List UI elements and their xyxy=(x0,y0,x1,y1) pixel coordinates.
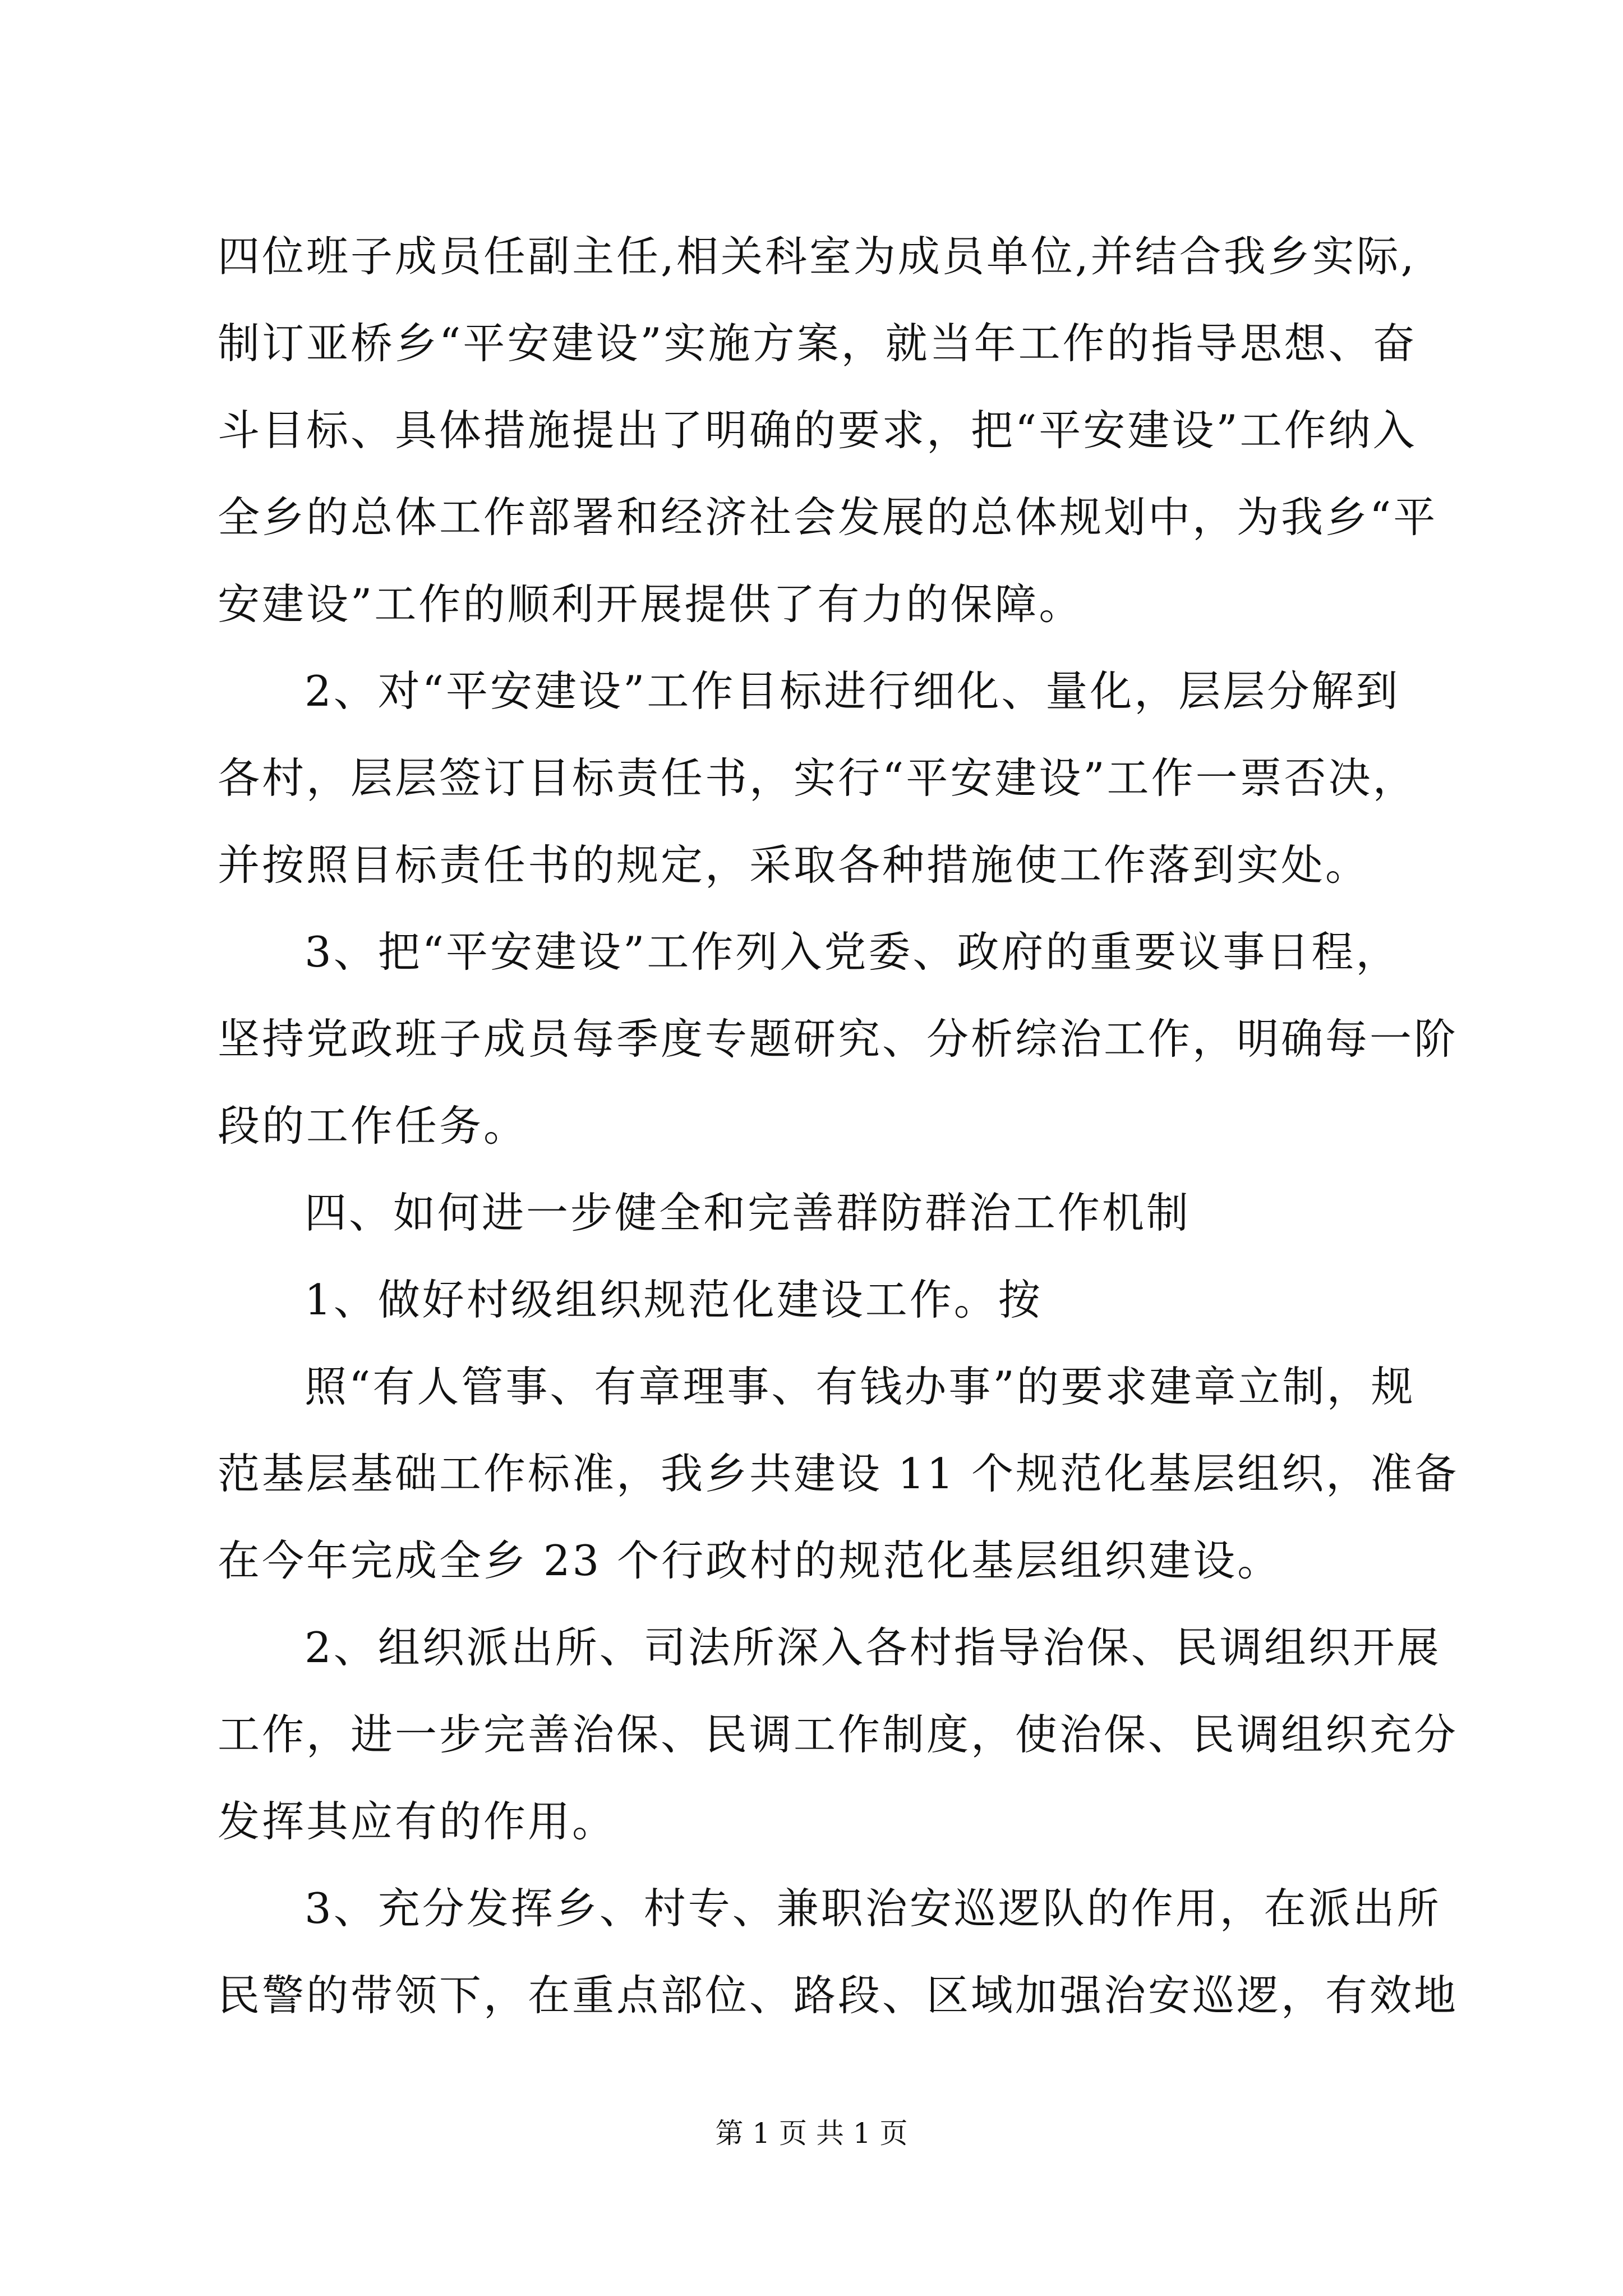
paragraph-first-line: 2、对“平安建设”工作目标进行细化、量化，层层分解到 xyxy=(305,666,1400,716)
text-line: 四位班子成员任副主任,相关科室为成员单位,并结合我乡实际, xyxy=(218,232,1417,281)
paragraph-first-line: 3、充分发挥乡、村专、兼职治安巡逻队的作用，在派出所 xyxy=(305,1884,1441,1933)
page-footer: 第 1 页 共 1 页 xyxy=(715,2117,908,2150)
text-line: 发挥其应有的作用。 xyxy=(218,1797,617,1846)
text-line: 民警的带领下，在重点部位、路段、区域加强治安巡逻，有效地 xyxy=(218,1971,1459,2020)
paragraph-first-line: 1、做好村级组织规范化建设工作。按 xyxy=(305,1275,1043,1324)
paragraph-first-line: 照“有人管事、有章理事、有钱办事”的要求建章立制，规 xyxy=(305,1362,1415,1411)
text-line: 安建设”工作的顺利开展提供了有力的保障。 xyxy=(218,579,1083,629)
paragraph-first-line: 2、组织派出所、司法所深入各村指导治保、民调组织开展 xyxy=(305,1623,1441,1672)
text-line: 范基层基础工作标准，我乡共建设 11 个规范化基层组织，准备 xyxy=(218,1449,1459,1498)
text-line: 全乡的总体工作部署和经济社会发展的总体规划中，为我乡“平 xyxy=(218,493,1438,542)
text-line: 坚持党政班子成员每季度专题研究、分析综治工作，明确每一阶 xyxy=(218,1014,1459,1064)
text-line: 各村，层层签订目标责任书，实行“平安建设”工作一票否决， xyxy=(218,753,1417,803)
text-line: 段的工作任务。 xyxy=(218,1101,528,1151)
section-heading: 四、如何进一步健全和完善群防群治工作机制 xyxy=(305,1188,1191,1237)
text-line: 并按照目标责任书的规定，采取各种措施使工作落到实处。 xyxy=(218,840,1370,890)
text-line: 工作，进一步完善治保、民调工作制度，使治保、民调组织充分 xyxy=(218,1710,1459,1759)
text-line: 制订亚桥乡“平安建设”实施方案，就当年工作的指导思想、奋 xyxy=(218,319,1417,368)
text-line: 斗目标、具体措施提出了明确的要求，把“平安建设”工作纳入 xyxy=(218,406,1417,455)
paragraph-first-line: 3、把“平安建设”工作列入党委、政府的重要议事日程， xyxy=(305,927,1400,977)
text-line: 在今年完成全乡 23 个行政村的规范化基层组织建设。 xyxy=(218,1536,1282,1585)
